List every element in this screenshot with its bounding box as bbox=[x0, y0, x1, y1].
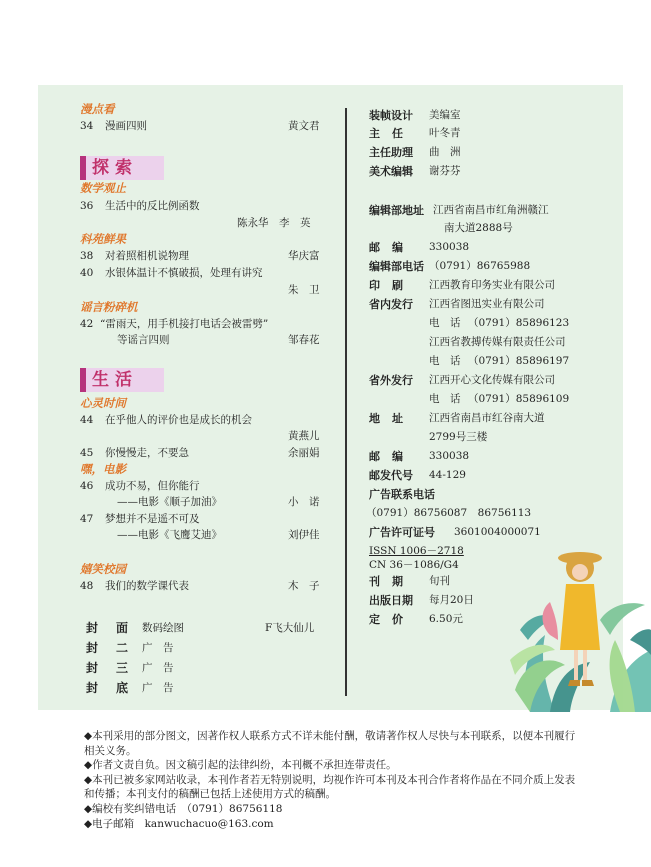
info-value: 江西省南昌市红角洲赣江 bbox=[433, 204, 549, 216]
info-value: （0791）86756087 86756113 bbox=[366, 507, 532, 519]
info-value: 江西开心文化传媒有限公司 bbox=[429, 374, 555, 386]
info-value: （0791）85896123 bbox=[468, 317, 570, 329]
info-label: 主任 bbox=[369, 127, 415, 140]
cover-label: 封 三 bbox=[86, 661, 132, 675]
info-label: 编辑部电话 bbox=[369, 260, 424, 273]
cover-value: 广 告 bbox=[142, 682, 174, 694]
info-label: 邮编 bbox=[369, 241, 415, 254]
toc-author: 朱 卫 bbox=[288, 284, 320, 296]
info-label: 美术编辑 bbox=[369, 165, 413, 178]
info-sublabel: 电 话 bbox=[429, 393, 461, 405]
info-label: 邮发代号 bbox=[369, 469, 413, 482]
section-tag-manhua: 漫点看 bbox=[80, 102, 115, 116]
toc-num: 48 bbox=[80, 580, 94, 592]
info-label: 编辑部地址 bbox=[369, 204, 424, 217]
info-label: 省外发行 bbox=[369, 374, 413, 387]
toc-title[interactable]: 水银体温计不慎破损，处理有讲究 bbox=[105, 267, 263, 279]
section-tag-kexue: 科苑鲜果 bbox=[80, 232, 126, 246]
cover-value: 数码绘图 bbox=[142, 622, 184, 634]
note-item: ◆本刊已被多家网站收录，本刊作者若无特别说明，均视作许可本刊及本刊合作者将作品在不同介质上发表和传播；本刊支付的稿酬已包括上述使用方式的稿酬。 bbox=[84, 773, 576, 801]
info-value: 江西省教搏传媒有限责任公司 bbox=[429, 336, 566, 348]
section-tag-dianying: 嘿，电影 bbox=[80, 462, 126, 476]
cover-value: 广 告 bbox=[142, 662, 174, 674]
toc-title[interactable]: 在乎他人的评价也是成长的机会 bbox=[105, 414, 252, 426]
info-value: 曲 洲 bbox=[429, 146, 461, 158]
info-label: 印刷 bbox=[369, 279, 415, 292]
info-label: 刊期 bbox=[369, 575, 415, 588]
toc-author: 余丽娟 bbox=[288, 447, 320, 459]
info-value: 旬刊 bbox=[429, 575, 450, 587]
toc-num: 47 bbox=[80, 513, 94, 525]
info-value: 每月20日 bbox=[429, 594, 474, 606]
info-value: （0791）85896197 bbox=[468, 355, 570, 367]
info-value: （0791）85896109 bbox=[468, 393, 570, 405]
toc-author: 木 子 bbox=[288, 580, 320, 592]
info-label: 定价 bbox=[369, 613, 415, 626]
toc-title[interactable]: 你慢慢走，不要急 bbox=[105, 447, 189, 459]
cover-label: 封 面 bbox=[86, 621, 132, 635]
section-tag-yaoyan: 谣言粉碎机 bbox=[80, 300, 138, 314]
toc-author: 华庆富 bbox=[288, 250, 320, 262]
info-value: 330038 bbox=[429, 241, 470, 253]
info-value: 谢芬芬 bbox=[429, 165, 461, 177]
cover-label: 封 底 bbox=[86, 681, 132, 695]
info-value: 江西省南昌市红谷南大道 bbox=[429, 412, 545, 424]
toc-title-line2: ——电影《飞鹰艾迪》 bbox=[117, 529, 222, 541]
toc-title-line2: ——电影《顺子加油》 bbox=[117, 496, 222, 508]
info-sublabel: 电 话 bbox=[429, 355, 461, 367]
info-value: 江西省图迅实业有限公司 bbox=[429, 298, 545, 310]
note-item: ◆电子邮箱 kanwuchacuo@163.com bbox=[84, 817, 274, 830]
cover-author: F飞大仙儿 bbox=[265, 622, 315, 634]
toc-title[interactable]: 对着照相机说物理 bbox=[105, 250, 189, 262]
info-value: （0791）86765988 bbox=[429, 260, 531, 272]
info-label: 省内发行 bbox=[369, 298, 413, 311]
info-value: 美编室 bbox=[429, 109, 461, 121]
toc-num: 34 bbox=[80, 120, 94, 132]
section-heading-tansuo: 探索 bbox=[80, 156, 164, 180]
note-item: ◆作者文责自负。因文稿引起的法律纠纷，本刊概不承担连带责任。 bbox=[84, 759, 397, 772]
info-value: 叶冬青 bbox=[429, 127, 461, 139]
toc-title[interactable]: “雷雨天，用手机接打电话会被雷劈” bbox=[100, 318, 269, 330]
cover-value: 广 告 bbox=[142, 642, 174, 654]
info-value: 44-129 bbox=[429, 469, 466, 481]
girl-plant-illustration bbox=[510, 540, 651, 712]
info-value: 3601004000071 bbox=[454, 526, 541, 538]
toc-num: 40 bbox=[80, 267, 94, 279]
section-tag-shuxue: 数学观止 bbox=[80, 181, 126, 195]
toc-num: 44 bbox=[80, 414, 94, 426]
toc-author: 刘伊佳 bbox=[288, 529, 320, 541]
info-value: 江西教育印务实业有限公司 bbox=[429, 279, 555, 291]
info-label: 邮编 bbox=[369, 450, 415, 463]
info-value-line2: 2799号三楼 bbox=[429, 431, 488, 443]
toc-title-line2: 等谣言四则 bbox=[117, 334, 170, 346]
toc-title[interactable]: 成功不易，但你能行 bbox=[105, 480, 200, 492]
section-tag-xinling: 心灵时间 bbox=[80, 396, 126, 410]
section-heading-shenghuo: 生活 bbox=[80, 368, 164, 392]
cover-label: 封 二 bbox=[86, 641, 132, 655]
toc-title[interactable]: 生活中的反比例函数 bbox=[105, 200, 200, 212]
toc-num: 36 bbox=[80, 200, 94, 212]
info-value: 330038 bbox=[429, 450, 470, 462]
toc-author: 黄燕儿 bbox=[288, 430, 320, 442]
toc-title[interactable]: 梦想并不是遥不可及 bbox=[105, 513, 200, 525]
footer-notes bbox=[84, 729, 584, 831]
toc-author: 邹春花 bbox=[288, 334, 320, 346]
toc-title[interactable]: 漫画四则 bbox=[105, 120, 147, 132]
toc-num: 38 bbox=[80, 250, 94, 262]
info-label: 主任助理 bbox=[369, 146, 413, 159]
info-label: 地址 bbox=[369, 412, 415, 425]
toc-num: 46 bbox=[80, 480, 94, 492]
toc-title[interactable]: 我们的数学课代表 bbox=[105, 580, 189, 592]
info-label: 装帧设计 bbox=[369, 109, 413, 122]
note-item: ◆本刊采用的部分图文，因著作权人联系方式不详未能付酬，敬请著作权人尽快与本刊联系，以便本刊履行相关义务。 bbox=[84, 730, 576, 757]
section-tag-xiaoyuan: 嬉笑校园 bbox=[80, 562, 126, 576]
toc-author: 陈永华 李 英 bbox=[237, 217, 311, 229]
info-label: 出版日期 bbox=[369, 594, 413, 607]
column-divider bbox=[345, 108, 347, 696]
info-value: 6.50元 bbox=[429, 613, 463, 625]
info-sublabel: 电 话 bbox=[429, 317, 461, 329]
info-value-line2: 南大道2888号 bbox=[444, 222, 513, 234]
issn: ISSN 1006－2718 bbox=[369, 545, 464, 557]
info-label: 广告许可证号 bbox=[369, 526, 435, 539]
note-item: ◆编校有奖纠错电话 （0791）86756118 bbox=[84, 802, 283, 815]
toc-num: 45 bbox=[80, 447, 94, 459]
toc-author: 黄文君 bbox=[288, 120, 320, 132]
info-label: 广告联系电话 bbox=[369, 488, 435, 501]
toc-num: 42 bbox=[80, 318, 94, 330]
toc-author: 小 诺 bbox=[288, 496, 320, 508]
cn-number: CN 36－1086/G4 bbox=[369, 559, 459, 571]
